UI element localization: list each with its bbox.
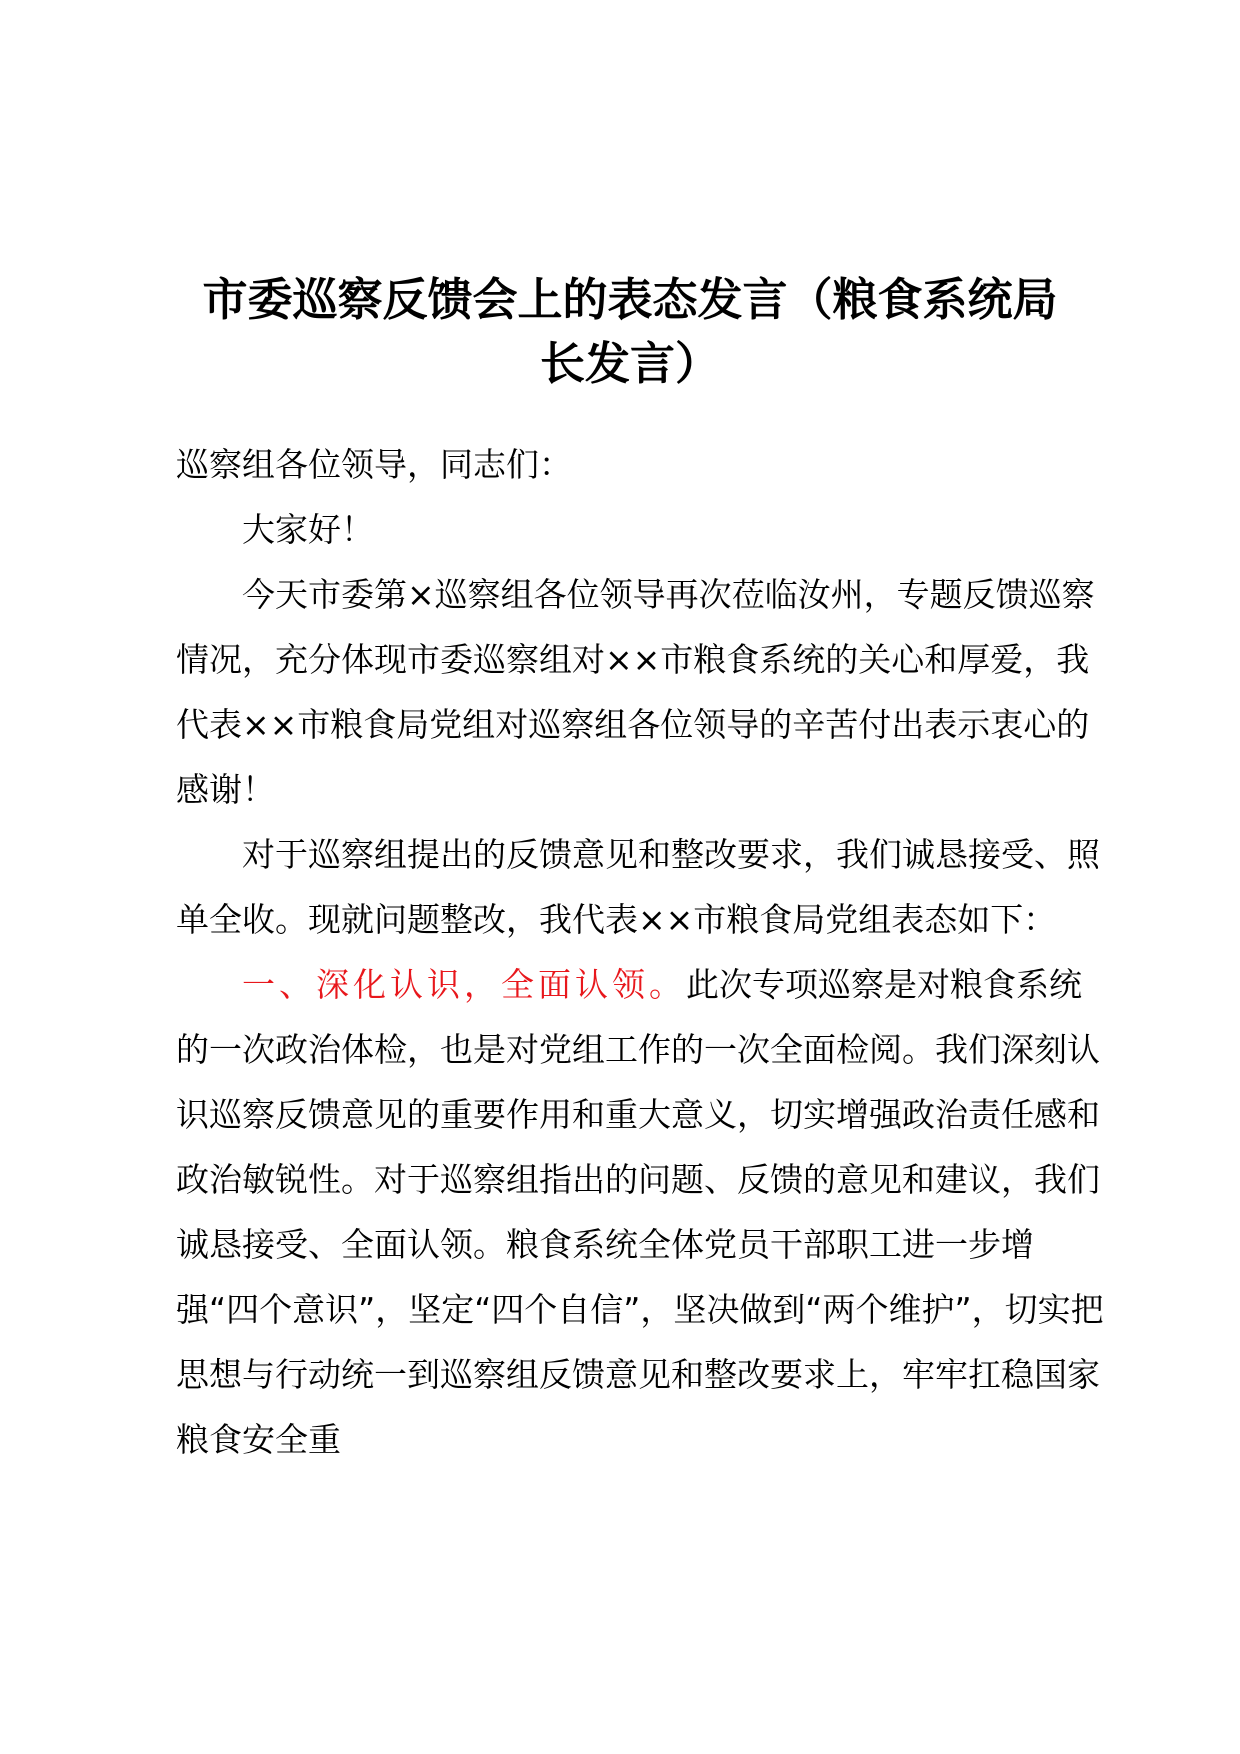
section-1-heading: 一、深化认识，全面认领。	[242, 965, 686, 1004]
paragraph-1: 今天市委第×巡察组各位领导再次莅临汝州，专题反馈巡察情况，充分体现市委巡察组对××市粮食系统的关心和厚爱，我代表××市粮食局党组对巡察组各位领导的辛苦付出表示衷心的感谢！	[176, 575, 1095, 809]
greeting: 大家好！	[242, 510, 374, 549]
document-body	[176, 432, 1110, 1472]
section-1-paragraph	[176, 952, 1110, 1472]
title-line-1: 市委巡察反馈会上的表态发言（粮食系统局	[202, 273, 1058, 326]
document-title	[150, 268, 1110, 396]
section-1-text: 此次专项巡察是对粮食系统的一次政治体检，也是对党组工作的一次全面检阅。我们深刻认识巡察反馈意见的重要作用和重大意义，切实增强政治责任感和政治敏锐性。对于巡察组指出的问题、反馈的意见和建议，我们诚恳接受、全面认领。粮食系统全体党员干部职工进一步增强“四个意识”，坚定“四个自信”，坚决做到“两个维护”，切实把思想与行动统一到巡察组反馈意见和整改要求上，牢牢扛稳国家粮食安全重	[176, 965, 1104, 1459]
title-line-2: 长发言）	[539, 337, 720, 390]
salutation: 巡察组各位领导，同志们：	[176, 445, 572, 484]
paragraph-2: 对于巡察组提出的反馈意见和整改要求，我们诚恳接受、照单全收。现就问题整改，我代表××市粮食局党组表态如下：	[176, 835, 1100, 939]
